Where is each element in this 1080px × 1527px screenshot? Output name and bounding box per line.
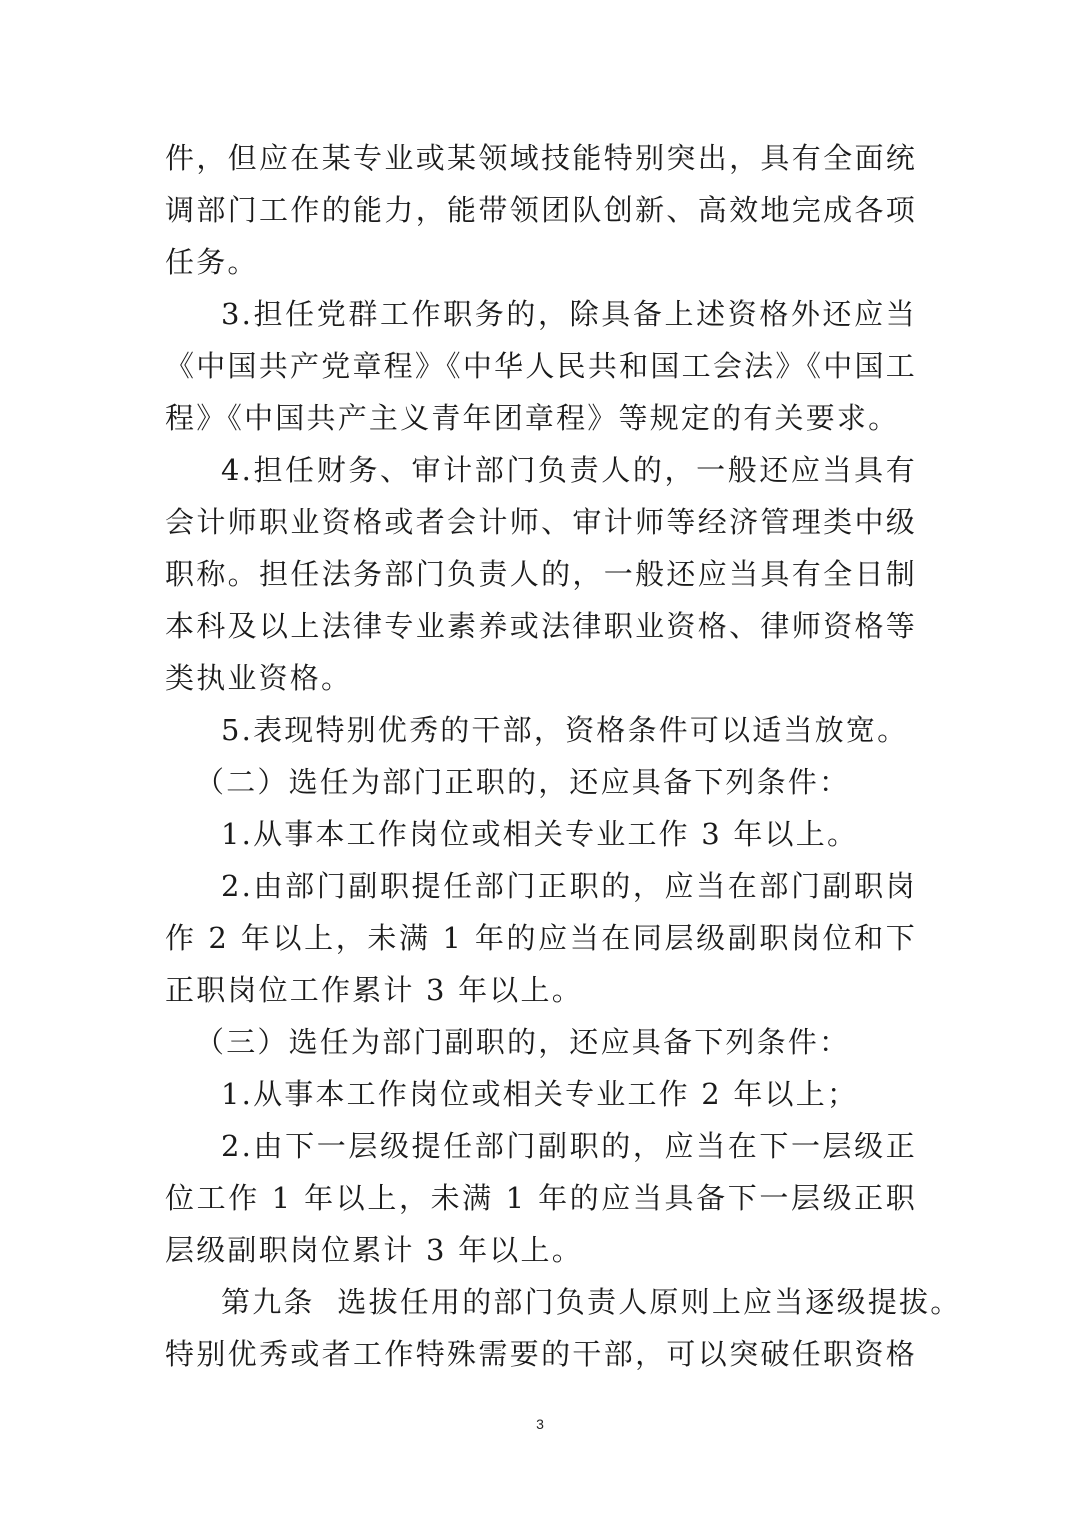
text-line: 本科及以上法律专业素养或法律职业资格、律师资格等 — [165, 609, 917, 643]
text-line: 类执业资格。 — [165, 661, 353, 695]
text-line: 1.从事本工作岗位或相关专业工作 3 年以上。 — [221, 817, 859, 851]
text-line: 2.由部门副职提任部门正职的，应当在部门副职岗 — [221, 869, 917, 903]
text-line: 任务。 — [165, 245, 259, 279]
section-heading: （三）选任为部门副职的，还应具备下列条件： — [195, 1025, 851, 1059]
text-line: 件，但应在某专业或某领域技能特别突出，具有全面统 — [165, 141, 917, 175]
text-line: 作 2 年以上，未满 1 年的应当在同层级副职岗位和下 — [165, 921, 917, 955]
page-number: 3 — [536, 1416, 544, 1432]
section-heading: （二）选任为部门正职的，还应具备下列条件： — [195, 765, 851, 799]
text-line: 职称。担任法务部门负责人的，一般还应当具有全日制 — [165, 557, 917, 591]
text-line: 2.由下一层级提任部门副职的，应当在下一层级正 — [221, 1129, 917, 1163]
text-line: 正职岗位工作累计 3 年以上。 — [165, 973, 583, 1007]
text-line: 程》《中国共产主义青年团章程》等规定的有关要求。 — [165, 401, 900, 435]
article-line: 第九条 选拔任用的部门负责人原则上应当逐级提拔。 — [221, 1285, 962, 1319]
text-line: 特别优秀或者工作特殊需要的干部，可以突破任职资格 — [165, 1337, 917, 1371]
text-line: 调部门工作的能力，能带领团队创新、高效地完成各项 — [165, 193, 917, 227]
text-line: 会计师职业资格或者会计师、审计师等经济管理类中级 — [165, 505, 917, 539]
text-line: 5.表现特别优秀的干部，资格条件可以适当放宽。 — [221, 713, 909, 747]
body-text — [165, 132, 962, 1380]
text-line: 层级副职岗位累计 3 年以上。 — [165, 1233, 583, 1267]
text-line: 《中国共产党章程》《中华人民共和国工会法》《中国工 — [165, 349, 917, 383]
text-line: 1.从事本工作岗位或相关专业工作 2 年以上； — [221, 1077, 859, 1111]
text-line: 4.担任财务、审计部门负责人的，一般还应当具有 — [221, 453, 917, 487]
text-line: 位工作 1 年以上，未满 1 年的应当具备下一层级正职 — [165, 1181, 917, 1215]
text-line: 3.担任党群工作职务的，除具备上述资格外还应当 — [221, 297, 917, 331]
